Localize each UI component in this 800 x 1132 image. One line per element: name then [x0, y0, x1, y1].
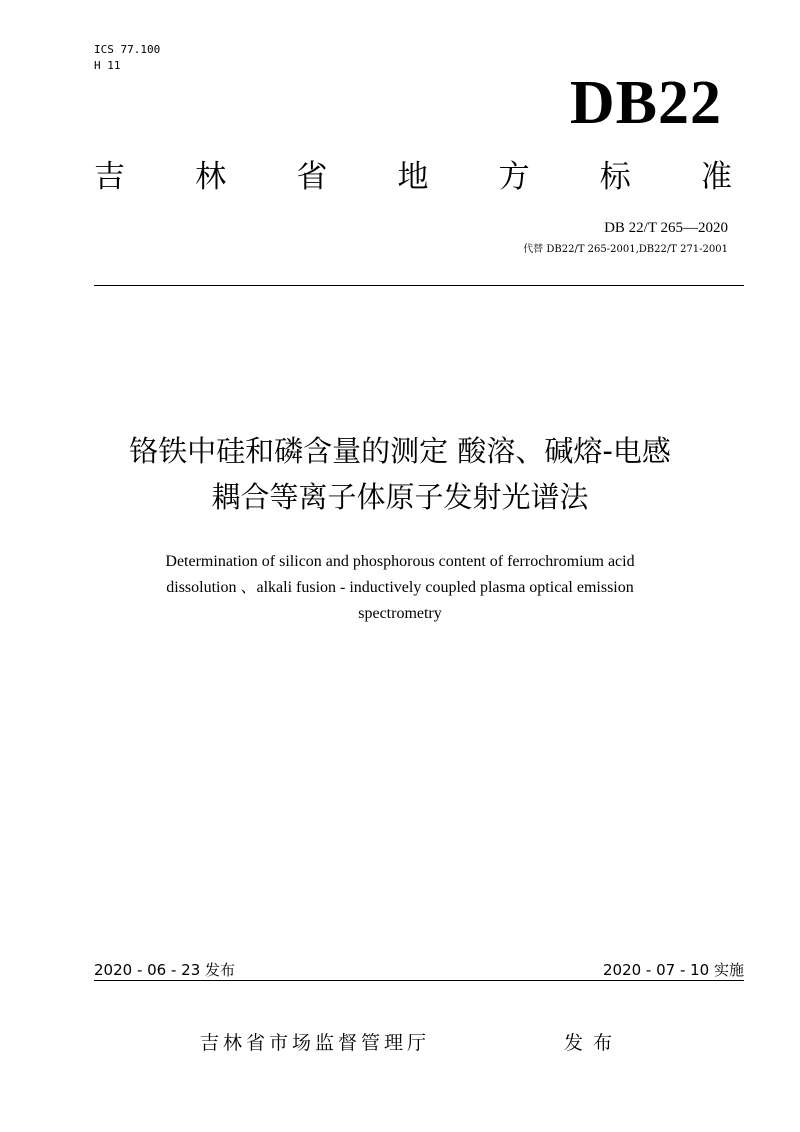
english-title-line-1: Determination of silicon and phosphorous content of ferrochromium acid — [165, 553, 635, 570]
issue-label: 发布 — [564, 1032, 623, 1054]
chinese-title-line-2: 耦合等离子体原子发射光谱法 — [211, 480, 589, 514]
chinese-title — [40, 428, 760, 520]
standard-type-char: 省 — [296, 159, 328, 195]
english-title-line-3: spectrometry — [358, 605, 442, 622]
classification-codes — [94, 42, 160, 74]
implementation-date: 2020 - 07 - 10 实施 — [602, 961, 744, 979]
db-logo: DB22 — [569, 69, 722, 137]
standard-type-char: 吉 — [94, 159, 125, 195]
publish-date: 2020 - 06 - 23 发布 — [94, 961, 236, 979]
english-title — [90, 549, 710, 627]
standard-type-char: 林 — [195, 159, 227, 195]
ccs-code: H 11 — [94, 59, 121, 72]
issuing-authority: 吉林省市场监督管理厅 — [200, 1032, 431, 1054]
replaces-note: 代替 DB22/T 265-2001,DB22/T 271-2001 — [523, 244, 728, 255]
standard-type-char: 准 — [700, 159, 732, 195]
ics-code: ICS 77.100 — [94, 43, 161, 56]
bottom-divider — [94, 980, 744, 981]
top-divider — [94, 285, 744, 286]
standard-type-char: 标 — [599, 159, 631, 195]
chinese-title-line-1: 铬铁中硅和磷含量的测定 酸溶、碱熔-电感 — [129, 434, 671, 468]
standard-type-title — [94, 155, 732, 199]
standard-type-char: 地 — [397, 159, 429, 195]
english-title-line-2: dissolution 、alkali fusion - inductively coupled plasma optical emission — [166, 579, 634, 596]
standard-type-char: 方 — [498, 159, 530, 195]
standard-code: DB 22/T 265—2020 — [604, 220, 728, 236]
